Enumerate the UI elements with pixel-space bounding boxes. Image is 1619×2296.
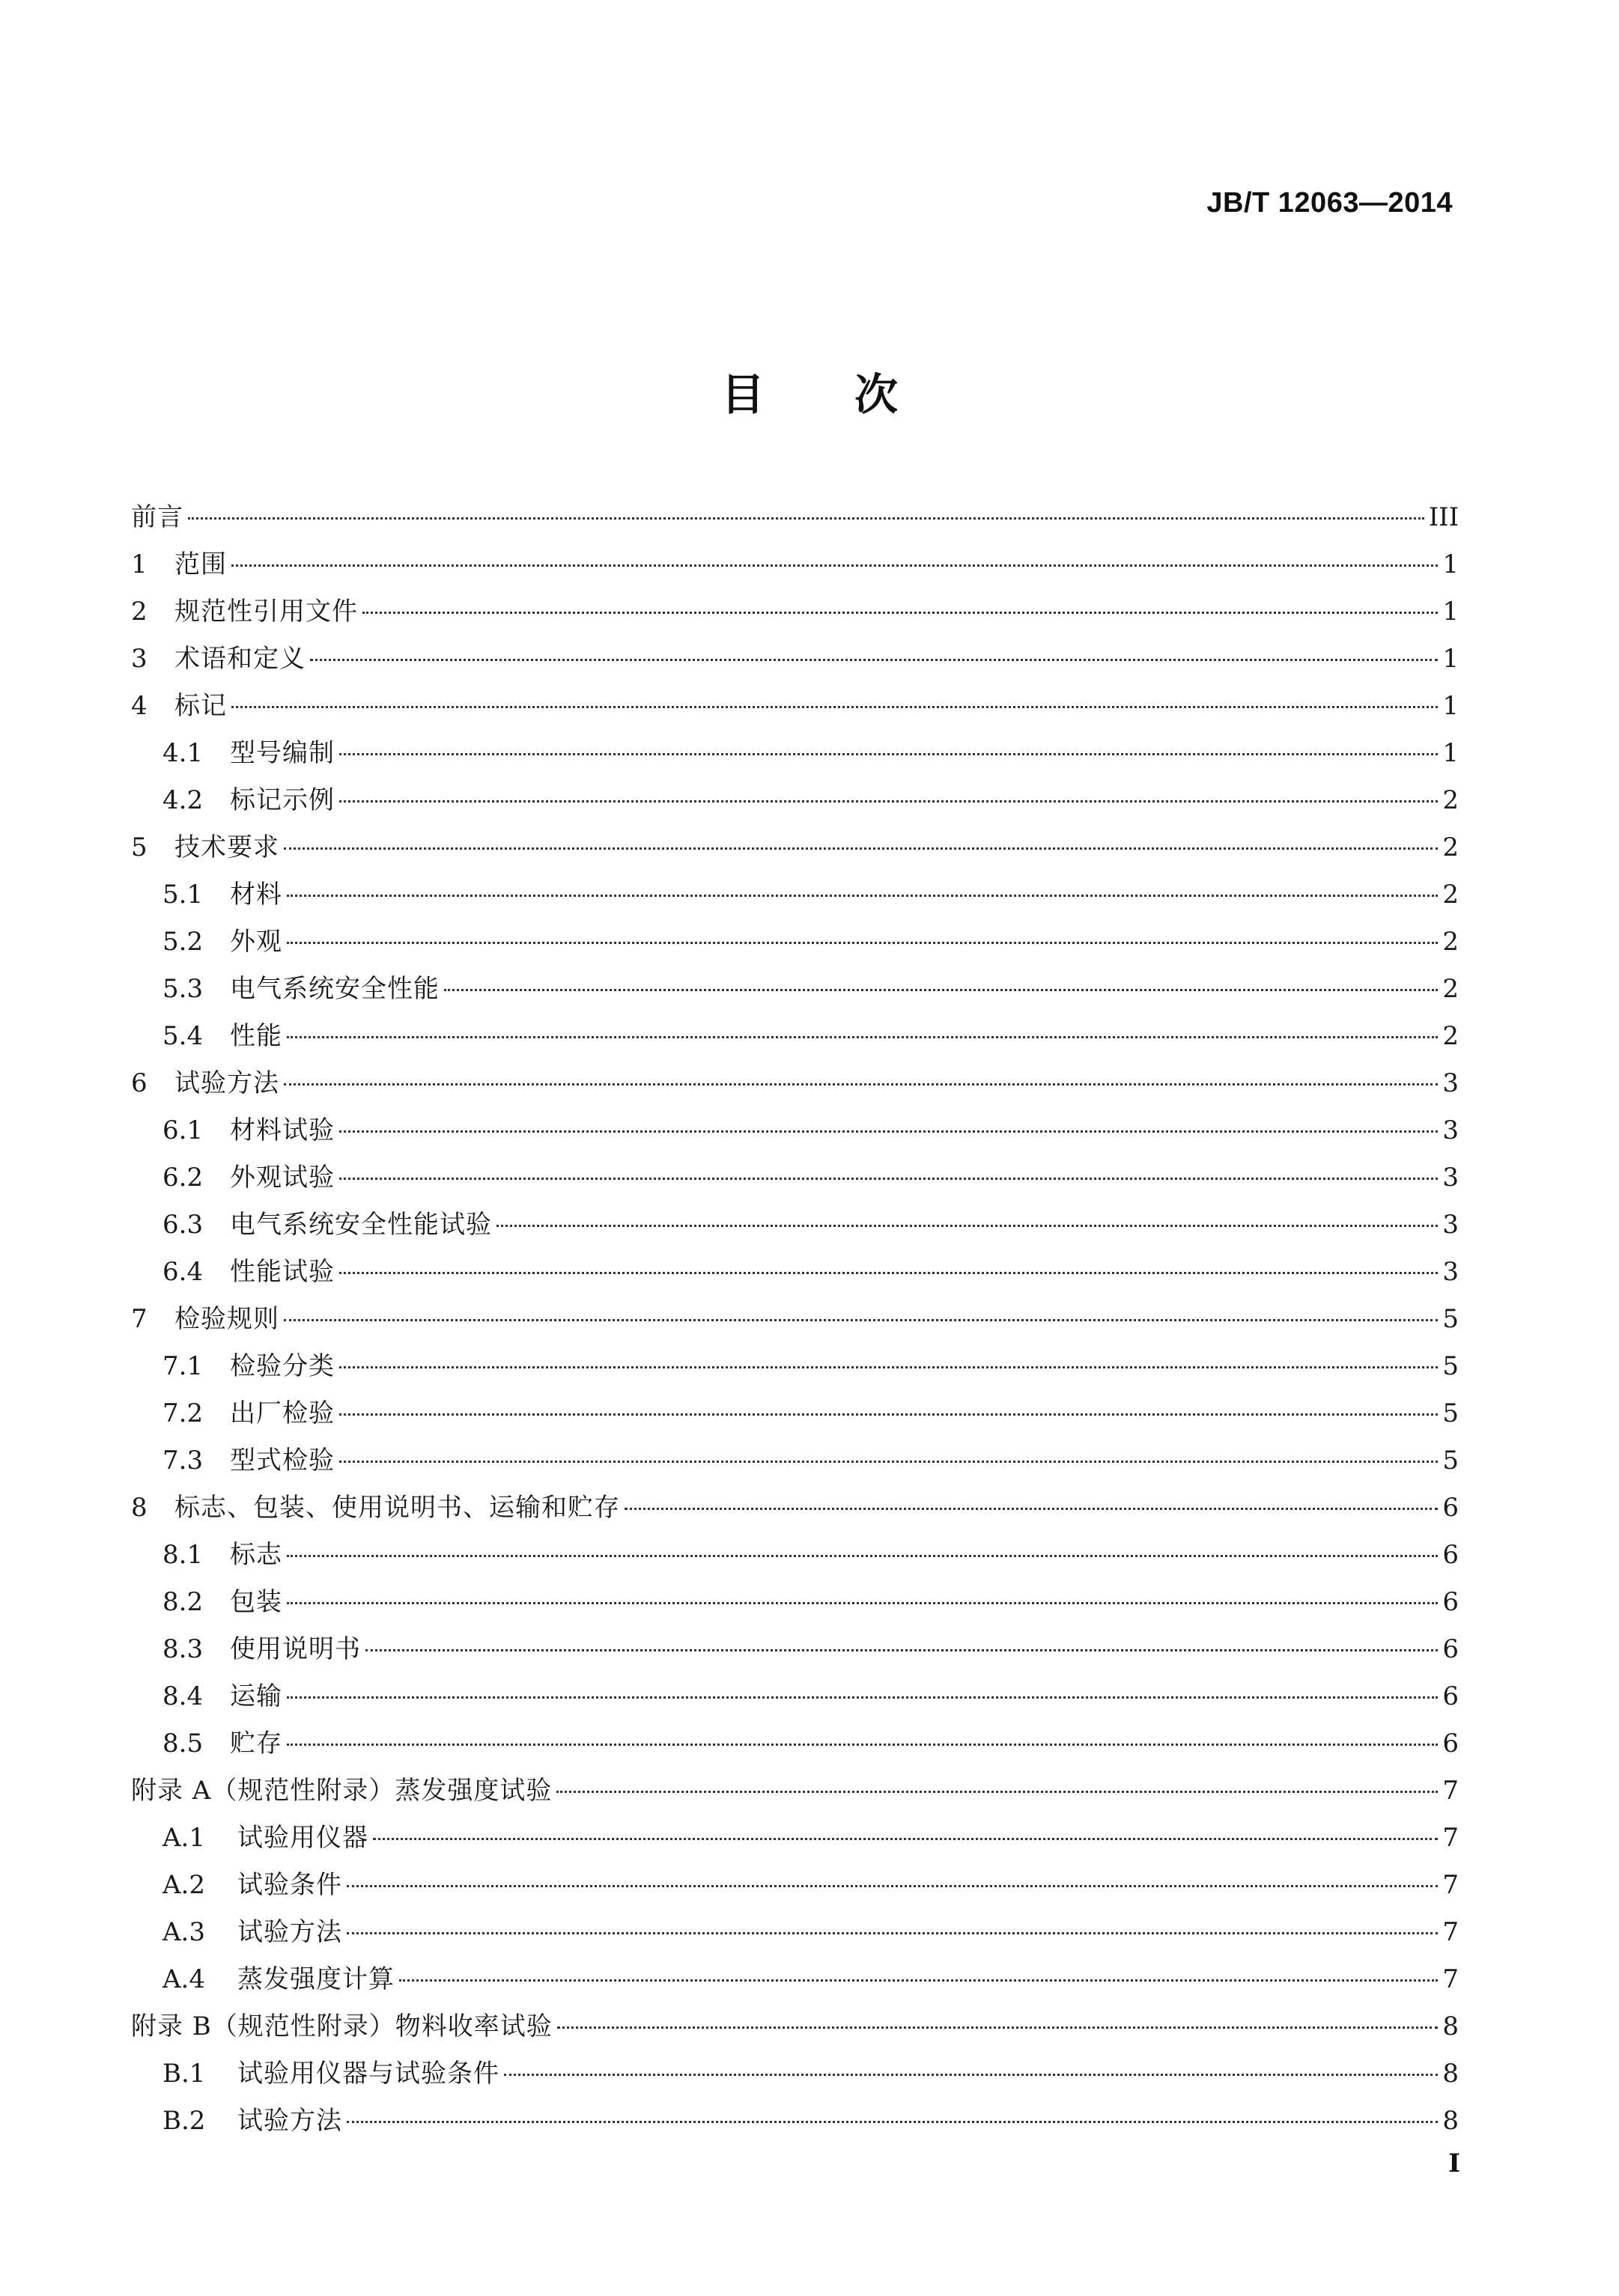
toc-entry-title: 电气系统安全性能 xyxy=(230,974,440,1004)
toc-entry-page: 8 xyxy=(1442,2059,1459,2089)
toc-entry-title: 规范性引用文件 xyxy=(174,597,358,627)
toc-entry-title: 试验用仪器与试验条件 xyxy=(237,2059,499,2089)
toc-leader-dots xyxy=(287,1036,1438,1038)
standard-code: JB/T 12063—2014 xyxy=(1206,187,1453,219)
toc-entry-page: 1 xyxy=(1442,691,1459,721)
toc-entry-title: 贮存 xyxy=(230,1729,282,1758)
toc-entry-page: 6 xyxy=(1442,1587,1459,1617)
toc-leader-dots xyxy=(284,847,1438,850)
toc-entry-page: 7 xyxy=(1442,1917,1459,1947)
toc-entry-page: 3 xyxy=(1442,1163,1459,1193)
toc-entry-page: 7 xyxy=(1442,1870,1459,1900)
toc-entry[interactable] xyxy=(131,1720,1459,1767)
toc-entry-title: 标志 xyxy=(230,1540,282,1570)
toc-entry[interactable] xyxy=(131,1532,1459,1579)
toc-leader-dots xyxy=(557,2026,1439,2029)
toc-entry-number: 8.5 xyxy=(162,1729,204,1758)
toc-entry[interactable] xyxy=(131,919,1459,966)
toc-entry-title: 试验方法 xyxy=(237,2106,342,2136)
toc-leader-dots xyxy=(339,1461,1438,1463)
toc-entry-title: 电气系统安全性能试验 xyxy=(230,1210,492,1240)
title-char-2: 次 xyxy=(854,369,899,420)
toc-leader-dots xyxy=(287,942,1438,944)
toc-entry[interactable] xyxy=(131,1956,1459,2003)
toc-leader-dots xyxy=(231,706,1438,708)
toc-entry-page: 2 xyxy=(1442,927,1459,957)
toc-entry-title: 试验方法 xyxy=(237,1917,342,1947)
toc-leader-dots xyxy=(339,1413,1438,1416)
toc-entry-title: 出厂检验 xyxy=(230,1398,335,1428)
toc-entry-title: 标记示例 xyxy=(230,785,335,815)
toc-entry-page: 3 xyxy=(1442,1257,1459,1287)
toc-leader-dots xyxy=(556,1791,1438,1793)
toc-entry-page: 2 xyxy=(1442,880,1459,910)
toc-leader-dots xyxy=(287,1602,1438,1604)
toc-entry-page: 3 xyxy=(1442,1115,1459,1145)
toc-entry[interactable] xyxy=(131,1626,1459,1673)
toc-entry-number: 5.2 xyxy=(162,927,204,957)
toc-leader-dots xyxy=(347,1885,1438,1887)
title-char-1: 目 xyxy=(720,369,765,420)
toc-leader-dots xyxy=(504,2074,1438,2076)
toc-entry-page: 6 xyxy=(1442,1540,1459,1570)
toc-entry-title: 附录 A（规范性附录）蒸发强度试验 xyxy=(131,1776,553,1806)
toc-entry-number: A.1 xyxy=(162,1823,205,1853)
toc-entry-page: 1 xyxy=(1442,597,1459,627)
toc-entry[interactable] xyxy=(131,1579,1459,1626)
page-number: I xyxy=(1448,2149,1460,2178)
toc-entry-number: A.2 xyxy=(162,1870,205,1900)
toc-entry-page: 1 xyxy=(1442,738,1459,768)
toc-entry[interactable] xyxy=(131,1202,1459,1249)
toc-entry[interactable] xyxy=(131,1390,1459,1437)
toc-entry-title: 标志、包装、使用说明书、运输和贮存 xyxy=(174,1493,620,1523)
toc-entry-number: 8.2 xyxy=(162,1587,204,1617)
toc-entry-number: 1 xyxy=(131,549,148,579)
toc-entry-number: 6.4 xyxy=(162,1257,204,1287)
toc-entry-number: B.2 xyxy=(162,2106,206,2136)
toc-entry-number: 4.1 xyxy=(162,738,204,768)
toc-entry[interactable] xyxy=(131,1862,1459,1909)
toc-entry-title: 试验方法 xyxy=(174,1068,279,1098)
toc-entry[interactable] xyxy=(131,1296,1459,1343)
toc-entry[interactable] xyxy=(131,494,1459,541)
toc-leader-dots xyxy=(287,895,1438,897)
toc-entry-title: 试验用仪器 xyxy=(237,1823,368,1853)
toc-leader-dots xyxy=(188,517,1424,520)
toc-entry-number: 7.1 xyxy=(162,1351,204,1381)
toc-entry[interactable] xyxy=(131,1673,1459,1720)
toc-entry[interactable] xyxy=(131,1107,1459,1154)
toc-entry-number: 5.3 xyxy=(162,974,204,1004)
toc-entry-page: 2 xyxy=(1442,785,1459,815)
toc-entry[interactable] xyxy=(131,1485,1459,1532)
toc-entry-page: 6 xyxy=(1442,1493,1459,1523)
toc-entry-number: 8.3 xyxy=(162,1634,204,1664)
toc-leader-dots xyxy=(339,1178,1438,1180)
toc-entry-title: 技术要求 xyxy=(174,832,279,862)
toc-entry-title: 范围 xyxy=(174,549,227,579)
toc-entry-number: B.1 xyxy=(162,2059,206,2089)
toc-entry[interactable] xyxy=(131,2050,1459,2098)
toc-entry-number: 6 xyxy=(131,1068,148,1098)
toc-leader-dots xyxy=(284,1083,1438,1085)
toc-entry[interactable] xyxy=(131,824,1459,871)
toc-entry-number: 5.4 xyxy=(162,1021,204,1051)
toc-entry[interactable] xyxy=(131,1437,1459,1485)
toc-entry-title: 包装 xyxy=(230,1587,282,1617)
toc-entry-number: 2 xyxy=(131,597,148,627)
toc-entry-page: 3 xyxy=(1442,1210,1459,1240)
toc-entry-page: 7 xyxy=(1442,1823,1459,1853)
toc-entry[interactable] xyxy=(131,1909,1459,1956)
toc-entry-title: 蒸发强度计算 xyxy=(237,1964,395,1994)
toc-entry[interactable] xyxy=(131,730,1459,777)
toc-entry-title: 附录 B（规范性附录）物料收率试验 xyxy=(131,2012,553,2041)
toc-leader-dots xyxy=(339,753,1438,755)
toc-entry-title: 材料试验 xyxy=(230,1115,335,1145)
toc-entry-page: 1 xyxy=(1442,644,1459,674)
toc-entry[interactable] xyxy=(131,2003,1459,2050)
table-of-contents xyxy=(131,494,1459,2145)
toc-entry-title: 试验条件 xyxy=(237,1870,342,1900)
page-title xyxy=(0,359,1619,422)
toc-entry-page: 6 xyxy=(1442,1729,1459,1758)
toc-entry[interactable] xyxy=(131,1767,1459,1815)
toc-leader-dots xyxy=(310,659,1438,661)
toc-entry-page: 5 xyxy=(1442,1304,1459,1334)
toc-entry-number: 3 xyxy=(131,644,148,674)
toc-entry-number: 6.3 xyxy=(162,1210,204,1240)
toc-leader-dots xyxy=(496,1225,1438,1227)
toc-entry-page: 2 xyxy=(1442,832,1459,862)
toc-entry-number: 8 xyxy=(131,1493,148,1523)
toc-leader-dots xyxy=(399,1979,1438,1982)
toc-entry-number: 7.3 xyxy=(162,1446,204,1476)
toc-leader-dots xyxy=(339,800,1438,803)
toc-leader-dots xyxy=(231,564,1438,567)
toc-entry-number: 6.2 xyxy=(162,1163,204,1193)
toc-entry-number: A.4 xyxy=(162,1964,205,1994)
toc-entry[interactable] xyxy=(131,1249,1459,1296)
toc-entry-title: 型号编制 xyxy=(230,738,335,768)
toc-leader-dots xyxy=(373,1838,1438,1840)
toc-entry-number: 6.1 xyxy=(162,1115,204,1145)
toc-entry-number: 8.1 xyxy=(162,1540,204,1570)
toc-entry-number: 5 xyxy=(131,832,148,862)
toc-leader-dots xyxy=(347,2121,1438,2123)
toc-entry-title: 外观 xyxy=(230,927,282,957)
toc-entry-number: 7 xyxy=(131,1304,148,1334)
toc-entry-page: 2 xyxy=(1442,974,1459,1004)
toc-entry-number: 5.1 xyxy=(162,880,204,910)
toc-entry[interactable] xyxy=(131,1815,1459,1862)
toc-entry[interactable] xyxy=(131,636,1459,683)
toc-entry-page: 6 xyxy=(1442,1634,1459,1664)
toc-entry-number: A.3 xyxy=(162,1917,205,1947)
toc-entry-title: 检验规则 xyxy=(174,1304,279,1334)
toc-entry-title: 术语和定义 xyxy=(174,644,306,674)
toc-leader-dots xyxy=(339,1272,1438,1274)
toc-leader-dots xyxy=(362,612,1438,614)
toc-leader-dots xyxy=(287,1696,1438,1699)
toc-entry[interactable] xyxy=(131,1060,1459,1107)
toc-entry[interactable] xyxy=(131,588,1459,636)
toc-entry-page: III xyxy=(1428,502,1459,532)
toc-entry-page: 3 xyxy=(1442,1068,1459,1098)
toc-entry-number: 4.2 xyxy=(162,785,204,815)
toc-entry[interactable] xyxy=(131,683,1459,730)
toc-entry-page: 8 xyxy=(1442,2012,1459,2041)
toc-entry[interactable] xyxy=(131,777,1459,824)
toc-entry-number: 8.4 xyxy=(162,1681,204,1711)
toc-entry-title: 型式检验 xyxy=(230,1446,335,1476)
toc-leader-dots xyxy=(339,1130,1438,1133)
toc-entry-title: 材料 xyxy=(230,880,282,910)
toc-entry-title: 使用说明书 xyxy=(230,1634,361,1664)
toc-leader-dots xyxy=(444,989,1438,991)
toc-entry[interactable] xyxy=(131,2098,1459,2145)
toc-entry[interactable] xyxy=(131,966,1459,1013)
toc-entry-page: 8 xyxy=(1442,2106,1459,2136)
toc-entry-page: 7 xyxy=(1442,1964,1459,1994)
toc-entry-title: 外观试验 xyxy=(230,1163,335,1193)
toc-leader-dots xyxy=(365,1649,1438,1651)
toc-leader-dots xyxy=(287,1744,1438,1746)
toc-entry-page: 5 xyxy=(1442,1398,1459,1428)
toc-leader-dots xyxy=(625,1508,1438,1510)
toc-leader-dots xyxy=(287,1555,1438,1557)
toc-entry[interactable] xyxy=(131,541,1459,588)
toc-entry[interactable] xyxy=(131,1343,1459,1390)
toc-entry-title: 性能试验 xyxy=(230,1257,335,1287)
toc-entry-page: 5 xyxy=(1442,1351,1459,1381)
toc-leader-dots xyxy=(347,1932,1438,1934)
toc-leader-dots xyxy=(284,1319,1438,1321)
toc-entry-number: 7.2 xyxy=(162,1398,204,1428)
toc-entry-page: 1 xyxy=(1442,549,1459,579)
toc-entry-title: 性能 xyxy=(230,1021,282,1051)
toc-entry-page: 6 xyxy=(1442,1681,1459,1711)
toc-entry[interactable] xyxy=(131,1154,1459,1202)
toc-entry-title: 检验分类 xyxy=(230,1351,335,1381)
toc-entry-number: 4 xyxy=(131,691,148,721)
toc-entry-page: 2 xyxy=(1442,1021,1459,1051)
toc-entry[interactable] xyxy=(131,1013,1459,1060)
toc-entry-title: 运输 xyxy=(230,1681,282,1711)
toc-entry-title: 前言 xyxy=(131,502,183,532)
toc-entry-title: 标记 xyxy=(174,691,227,721)
toc-entry-page: 7 xyxy=(1442,1776,1459,1806)
toc-entry-page: 5 xyxy=(1442,1446,1459,1476)
toc-leader-dots xyxy=(339,1366,1438,1368)
toc-entry[interactable] xyxy=(131,871,1459,919)
